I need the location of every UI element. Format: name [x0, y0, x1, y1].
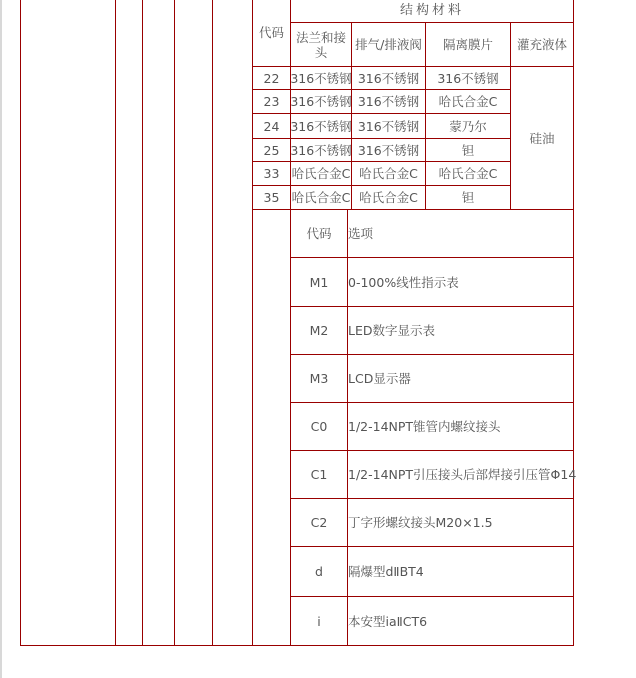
options-header: 选项	[347, 209, 574, 258]
option-text: LCD显示器	[347, 354, 574, 403]
material-code: 24	[252, 113, 291, 139]
material-diaphragm: 钽	[425, 185, 511, 210]
materials-header-fluid: 灌充液体	[510, 22, 574, 67]
material-diaphragm: 哈氏合金C	[425, 89, 511, 114]
material-flange: 316不锈钢	[290, 66, 352, 90]
empty-column	[142, 0, 175, 646]
materials-header-valve: 排气/排液阀	[351, 22, 426, 67]
material-valve: 316不锈钢	[351, 113, 426, 139]
option-code: C2	[290, 498, 348, 547]
material-valve: 哈氏合金C	[351, 161, 426, 186]
material-code: 22	[252, 66, 291, 90]
material-flange: 哈氏合金C	[290, 161, 352, 186]
material-flange: 316不锈钢	[290, 113, 352, 139]
option-text: 丁字形螺纹接头M20×1.5	[347, 498, 574, 547]
option-text: 1/2-14NPT引压接头后部焊接引压管Φ14	[347, 450, 574, 499]
material-flange: 316不锈钢	[290, 89, 352, 114]
option-code: d	[290, 546, 348, 597]
option-code: C0	[290, 402, 348, 451]
empty-column	[174, 0, 213, 646]
option-text: 0-100%线性指示表	[347, 257, 574, 307]
material-valve: 316不锈钢	[351, 89, 426, 114]
material-flange: 316不锈钢	[290, 138, 352, 162]
materials-code-header: 代码	[252, 0, 291, 67]
option-text: 隔爆型dⅡBT4	[347, 546, 574, 597]
material-valve: 316不锈钢	[351, 138, 426, 162]
option-code: i	[290, 596, 348, 646]
empty-column	[115, 0, 143, 646]
material-valve: 316不锈钢	[351, 66, 426, 90]
materials-header-flange: 法兰和接头	[290, 22, 352, 67]
fill-fluid: 硅油	[510, 66, 574, 210]
material-code: 25	[252, 138, 291, 162]
material-flange: 哈氏合金C	[290, 185, 352, 210]
material-valve: 哈氏合金C	[351, 185, 426, 210]
option-text: 1/2-14NPT锥管内螺纹接头	[347, 402, 574, 451]
material-code: 33	[252, 161, 291, 186]
empty-column	[212, 0, 253, 646]
option-code: M3	[290, 354, 348, 403]
material-diaphragm: 316不锈钢	[425, 66, 511, 90]
option-text: 本安型iaⅡCT6	[347, 596, 574, 646]
material-diaphragm: 钽	[425, 138, 511, 162]
material-diaphragm: 哈氏合金C	[425, 161, 511, 186]
page-left-edge	[0, 0, 2, 678]
option-code: C1	[290, 450, 348, 499]
materials-header-diaphragm: 隔离膜片	[425, 22, 511, 67]
option-code: M1	[290, 257, 348, 307]
material-code: 35	[252, 185, 291, 210]
option-text: LED数字显示表	[347, 306, 574, 355]
empty-column	[20, 0, 116, 646]
materials-title: 结构材料	[290, 0, 574, 23]
material-code: 23	[252, 89, 291, 114]
options-code-header: 代码	[290, 209, 348, 258]
option-code: M2	[290, 306, 348, 355]
material-diaphragm: 蒙乃尔	[425, 113, 511, 139]
